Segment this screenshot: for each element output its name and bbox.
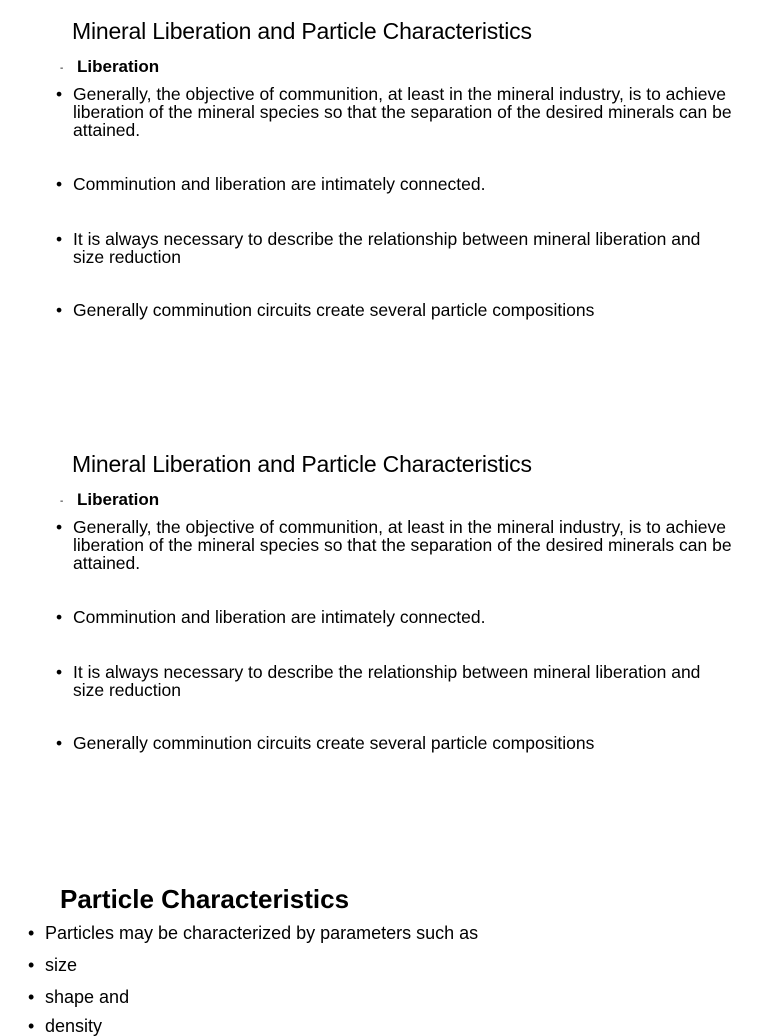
bullet-text: Comminution and liberation are intimately connected.: [73, 607, 486, 627]
bullet-glyph: •: [28, 987, 35, 1007]
bullet-item: [28, 1016, 102, 1036]
subheading: Liberation: [77, 490, 160, 509]
bullet-item: [28, 923, 478, 943]
bullet-item: [56, 175, 736, 193]
bullet-glyph: •: [56, 662, 63, 682]
bullet-text: size: [45, 955, 78, 975]
bullet-item: [56, 734, 736, 752]
bullet-glyph: •: [56, 517, 63, 537]
bullet-text: Generally, the objective of communition, at least in the mineral industry, is to achieve liberation of the mineral species so that the separation of the desired minerals can be attained.: [73, 517, 732, 573]
bullet-item: [56, 663, 736, 699]
bullet-text: It is always necessary to describe the relationship between mineral liberation and size reduction: [73, 662, 701, 700]
bullet-glyph: •: [56, 229, 63, 249]
bullet-item: [28, 955, 77, 975]
bullet-glyph: •: [56, 300, 63, 320]
bullet-text: density: [45, 1016, 103, 1036]
bullet-glyph: •: [56, 84, 63, 104]
bullet-text: It is always necessary to describe the relationship between mineral liberation and size reduction: [73, 229, 701, 267]
bullet-text: Generally, the objective of communition, at least in the mineral industry, is to achieve liberation of the mineral species so that the separation of the desired minerals can be attained.: [73, 84, 732, 140]
bullet-text: Comminution and liberation are intimately connected.: [73, 174, 486, 194]
bullet-glyph: •: [28, 923, 35, 943]
bullet-item: [56, 518, 736, 572]
bullet-item: [28, 987, 129, 1007]
subheading: Liberation: [77, 57, 160, 76]
bullet-text: shape and: [45, 987, 130, 1007]
slide-title: Mineral Liberation and Particle Characteristics: [72, 451, 532, 477]
bullet-text: Generally comminution circuits create several particle compositions: [73, 733, 595, 753]
bullet-text: Generally comminution circuits create several particle compositions: [73, 300, 595, 320]
bullet-glyph: •: [28, 1016, 35, 1036]
subheading-marker: -: [60, 496, 64, 507]
slide-title: Particle Characteristics: [60, 884, 350, 914]
bullet-item: [56, 85, 736, 139]
slide-title: Mineral Liberation and Particle Characteristics: [72, 18, 532, 44]
subheading-marker: -: [60, 63, 64, 74]
bullet-item: [56, 301, 736, 319]
bullet-item: [56, 230, 736, 266]
bullet-text: Particles may be characterized by parameters such as: [45, 923, 479, 943]
bullet-glyph: •: [56, 174, 63, 194]
bullet-item: [56, 608, 736, 626]
bullet-glyph: •: [56, 607, 63, 627]
bullet-glyph: •: [56, 733, 63, 753]
bullet-glyph: •: [28, 955, 35, 975]
